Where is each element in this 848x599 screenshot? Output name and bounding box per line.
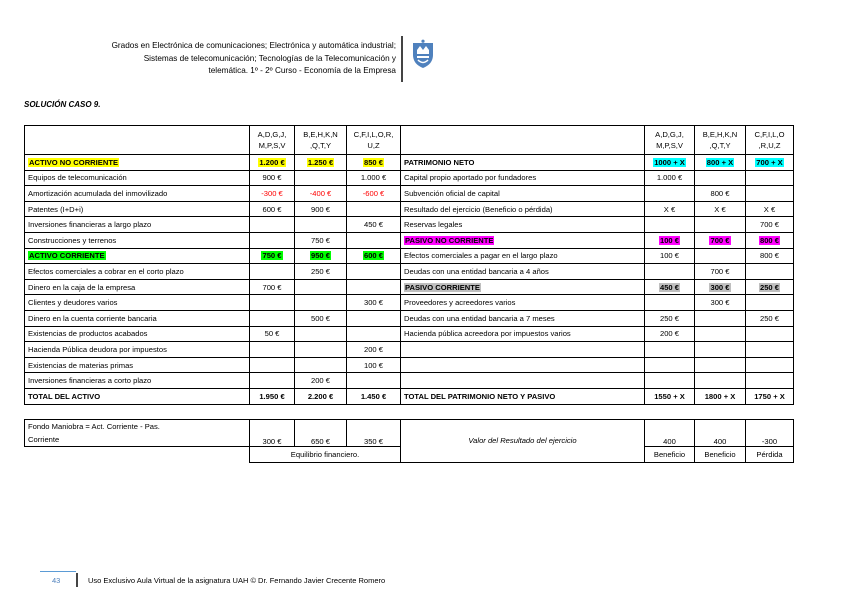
liability-label (401, 342, 645, 358)
liability-label: PATRIMONIO NETO (401, 155, 645, 171)
resultado-type-2: Beneficio (695, 447, 746, 463)
asset-label: ACTIVO CORRIENTE (25, 248, 250, 264)
liability-value: 1.000 € (645, 170, 695, 186)
asset-value (295, 295, 347, 311)
header-col-1: A,D,G,J, M,P,S,V (250, 126, 295, 155)
liability-value: 300 € (695, 295, 746, 311)
liability-value (695, 310, 746, 326)
page-number: 43 (52, 576, 61, 585)
asset-value: 750 € (295, 232, 347, 248)
liability-value: 800 € (695, 186, 746, 202)
liability-value (645, 373, 695, 389)
asset-label: Construcciones y terrenos (25, 232, 250, 248)
liability-label: TOTAL DEL PATRIMONIO NETO Y PASIVO (401, 388, 645, 404)
liability-value: X € (645, 201, 695, 217)
asset-value: 700 € (250, 279, 295, 295)
case-title: SOLUCIÓN CASO 9. (24, 100, 101, 109)
asset-value: 600 € (250, 201, 295, 217)
liability-value: 250 € (645, 310, 695, 326)
footer-text: Uso Exclusivo Aula Virtual de la asignatura UAH © Dr. Fernando Javier Crecente Romero (88, 576, 386, 585)
asset-value: 100 € (347, 357, 401, 373)
asset-label: Dinero en la caja de la empresa (25, 279, 250, 295)
header-col-5: B,E,H,K,N ,Q,T,Y (695, 126, 746, 155)
liability-value (746, 170, 794, 186)
table-row (25, 186, 794, 202)
asset-value (295, 217, 347, 233)
liability-value (746, 342, 794, 358)
resultado-value-3: -300 (746, 420, 794, 447)
liability-value: 450 € (645, 279, 695, 295)
asset-label: Existencias de materias primas (25, 357, 250, 373)
asset-label: Patentes (I+D+i) (25, 201, 250, 217)
asset-value (347, 373, 401, 389)
resultado-value-2: 400 (695, 420, 746, 447)
table-row (25, 373, 794, 389)
liability-value (645, 342, 695, 358)
asset-value: 50 € (250, 326, 295, 342)
asset-label: TOTAL DEL ACTIVO (25, 388, 250, 404)
asset-label: Dinero en la cuenta corriente bancaria (25, 310, 250, 326)
asset-value (347, 279, 401, 295)
liability-value: 100 € (645, 232, 695, 248)
liability-label: Efectos comerciales a pagar en el largo plazo (401, 248, 645, 264)
asset-value (250, 357, 295, 373)
liability-value (746, 264, 794, 280)
liability-value (695, 342, 746, 358)
liability-value: 700 + X (746, 155, 794, 171)
asset-value (295, 342, 347, 358)
liability-value: 700 € (695, 264, 746, 280)
liability-value (746, 357, 794, 373)
liability-value: 100 € (645, 248, 695, 264)
liability-label: Reservas legales (401, 217, 645, 233)
asset-value (295, 279, 347, 295)
header-line-1: Grados en Electrónica de comunicaciones; Electrónica y automática industrial; (111, 41, 396, 50)
asset-value: 250 € (295, 264, 347, 280)
asset-value: 450 € (347, 217, 401, 233)
liability-value: 1800 + X (695, 388, 746, 404)
asset-value (250, 373, 295, 389)
liability-value: 200 € (645, 326, 695, 342)
liability-value (645, 357, 695, 373)
table-row (25, 155, 794, 171)
table-row (25, 388, 794, 404)
asset-label: Amortización acumulada del inmovilizado (25, 186, 250, 202)
liability-label (401, 357, 645, 373)
resultado-value-1: 400 (645, 420, 695, 447)
asset-value: -300 € (250, 186, 295, 202)
asset-value: 200 € (347, 342, 401, 358)
asset-value: 300 € (347, 295, 401, 311)
liability-label: Hacienda pública acreedora por impuestos varios (401, 326, 645, 342)
fondo-maniobra-label: Fondo Maniobra = Act. Corriente - Pas. Corriente (25, 420, 250, 447)
table-row (25, 217, 794, 233)
asset-value (347, 310, 401, 326)
asset-label: Inversiones financieras a corto plazo (25, 373, 250, 389)
header-col-6: C,F,I,L,O ,R,U,Z (746, 126, 794, 155)
table-row (25, 201, 794, 217)
liability-value (746, 186, 794, 202)
liability-label: Subvención oficial de capital (401, 186, 645, 202)
liability-value (695, 326, 746, 342)
liability-value (695, 248, 746, 264)
asset-value (347, 326, 401, 342)
footer-divider (76, 573, 78, 587)
header-col-4: A,D,G,J, M,P,S,V (645, 126, 695, 155)
asset-value (250, 295, 295, 311)
asset-value: 900 € (295, 201, 347, 217)
resultado-type-1: Beneficio (645, 447, 695, 463)
asset-value (250, 232, 295, 248)
asset-value (250, 310, 295, 326)
liability-value: 1000 + X (645, 155, 695, 171)
liability-value: 800 + X (695, 155, 746, 171)
asset-value: 950 € (295, 248, 347, 264)
header-empty-cell (401, 126, 645, 155)
asset-value: -600 € (347, 186, 401, 202)
asset-value: 2.200 € (295, 388, 347, 404)
asset-value: 500 € (295, 310, 347, 326)
header-col-2: B,E,H,K,N ,Q,T,Y (295, 126, 347, 155)
asset-value (347, 264, 401, 280)
asset-value: 850 € (347, 155, 401, 171)
liability-label: Deudas con una entidad bancaria a 4 años (401, 264, 645, 280)
asset-value (295, 326, 347, 342)
liability-value (695, 357, 746, 373)
balance-sheet-table (24, 125, 794, 405)
table-row (25, 310, 794, 326)
table-row (25, 342, 794, 358)
table-row (25, 264, 794, 280)
footer-accent-line (40, 571, 76, 572)
asset-value: 1.000 € (347, 170, 401, 186)
liability-label: Proveedores y acreedores varios (401, 295, 645, 311)
asset-label: Hacienda Pública deudora por impuestos (25, 342, 250, 358)
liability-value (746, 373, 794, 389)
asset-value: 600 € (347, 248, 401, 264)
fondo-value-2: 650 € (295, 420, 347, 447)
liability-value (645, 217, 695, 233)
liability-value (746, 295, 794, 311)
asset-value (347, 201, 401, 217)
liability-label (401, 373, 645, 389)
asset-label: Existencias de productos acabados (25, 326, 250, 342)
working-capital-table (24, 419, 794, 463)
liability-value: 300 € (695, 279, 746, 295)
liability-value: 1550 + X (645, 388, 695, 404)
liability-label: PASIVO CORRIENTE (401, 279, 645, 295)
liability-label: PASIVO NO CORRIENTE (401, 232, 645, 248)
table-row (25, 279, 794, 295)
asset-value: -400 € (295, 186, 347, 202)
resultado-type-3: Pérdida (746, 447, 794, 463)
liability-label: Capital propio aportado por fundadores (401, 170, 645, 186)
table-header-row (25, 126, 794, 155)
asset-value: 750 € (250, 248, 295, 264)
asset-value (295, 357, 347, 373)
liability-label: Deudas con una entidad bancaria a 7 meses (401, 310, 645, 326)
liability-value: 250 € (746, 279, 794, 295)
fondo-value-3: 350 € (347, 420, 401, 447)
asset-value (295, 170, 347, 186)
asset-value: 1.250 € (295, 155, 347, 171)
liability-value (645, 186, 695, 202)
asset-value (250, 217, 295, 233)
asset-value: 1.200 € (250, 155, 295, 171)
liability-value: 700 € (695, 232, 746, 248)
liability-value: 700 € (746, 217, 794, 233)
table-row (25, 170, 794, 186)
liability-value: 1750 + X (746, 388, 794, 404)
asset-value: 1.950 € (250, 388, 295, 404)
equilibrio-label: Equilibrio financiero. (250, 447, 401, 463)
asset-label: Efectos comerciales a cobrar en el corto plazo (25, 264, 250, 280)
asset-value: 200 € (295, 373, 347, 389)
university-shield-icon (410, 39, 436, 69)
header-empty-cell (25, 126, 250, 155)
asset-value (250, 264, 295, 280)
header-line-2: Sistemas de telecomunicación; Tecnologías de la Telecomunicación y (143, 53, 396, 63)
liability-value (695, 217, 746, 233)
liability-value (695, 170, 746, 186)
liability-value (645, 295, 695, 311)
liability-value (695, 373, 746, 389)
table-row (25, 248, 794, 264)
empty-cell (25, 447, 250, 463)
header-divider (401, 36, 403, 82)
liability-label: Resultado del ejercicio (Beneficio o pérdida) (401, 201, 645, 217)
table-row (25, 232, 794, 248)
resultado-label: Valor del Resultado del ejercicio (401, 420, 645, 463)
liability-value: 800 € (746, 248, 794, 264)
asset-value: 900 € (250, 170, 295, 186)
asset-label: Clientes y deudores varios (25, 295, 250, 311)
fondo-value-1: 300 € (250, 420, 295, 447)
asset-value (250, 342, 295, 358)
asset-value: 1.450 € (347, 388, 401, 404)
table-row (25, 326, 794, 342)
liability-value: 800 € (746, 232, 794, 248)
liability-value: X € (746, 201, 794, 217)
table-row (25, 357, 794, 373)
liability-value (746, 326, 794, 342)
header-line-3: telemática. 1º - 2º Curso - Economía de la Empresa (208, 66, 396, 76)
liability-value: X € (695, 201, 746, 217)
table-row (25, 295, 794, 311)
asset-label: ACTIVO NO CORRIENTE (25, 155, 250, 171)
document-header (16, 40, 396, 78)
asset-value (347, 232, 401, 248)
liability-value: 250 € (746, 310, 794, 326)
liability-value (645, 264, 695, 280)
asset-label: Equipos de telecomunicación (25, 170, 250, 186)
header-col-3: C,F,I,L,O,R, U,Z (347, 126, 401, 155)
asset-label: Inversiones financieras a largo plazo (25, 217, 250, 233)
